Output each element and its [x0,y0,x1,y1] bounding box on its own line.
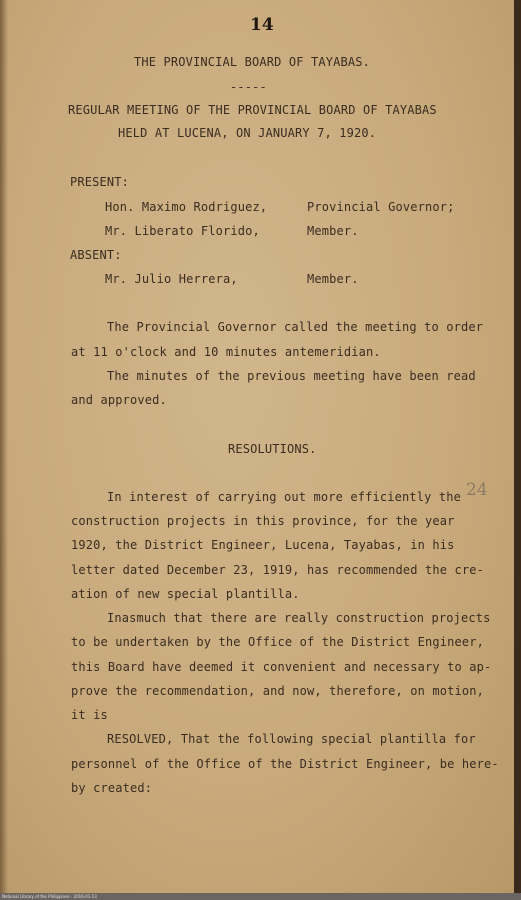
paragraph-line: prove the recommendation, and now, therefore, on motion, [71,684,484,698]
page-binding-shadow [0,0,8,893]
paragraph-line: personnel of the Office of the District Engineer, be here- [71,757,499,771]
present-member-role: Provincial Governor; [307,200,455,214]
paragraph-line: it is [71,708,108,722]
paragraph-line: this Board have deemed it convenient and necessary to ap- [71,660,492,674]
present-member-role: Member. [307,224,359,238]
paragraph-line: RESOLVED, That the following special plantilla for [107,732,476,746]
paragraph-line: letter dated December 23, 1919, has recommended the cre- [71,563,484,577]
scan-border-right [514,0,521,900]
meeting-title-line: REGULAR MEETING OF THE PROVINCIAL BOARD OF TAYABAS [68,103,437,117]
margin-number: 24 [466,480,488,500]
paragraph-line: and approved. [71,393,167,407]
paragraph-line: construction projects in this province, for the year [71,514,455,528]
paragraph-line: 1920, the District Engineer, Lucena, Tayabas, in his [71,538,455,552]
paragraph-line: Inasmuch that there are really construction projects [107,611,491,625]
present-member-name: Mr. Liberato Florido, [105,224,260,238]
scan-footer-text: National Library of the Philippines · 2016-01-13 [2,894,97,899]
paragraph-line: The minutes of the previous meeting have been read [107,369,476,383]
absent-label: ABSENT: [70,248,122,262]
heading-separator: ----- [230,80,267,94]
paragraph-line: The Provincial Governor called the meeting to order [107,320,484,334]
paragraph-line: to be undertaken by the Office of the District Engineer, [71,635,484,649]
paragraph-line: by created: [71,781,153,795]
paragraph-line: ation of new special plantilla. [71,587,300,601]
absent-member-name: Mr. Julio Herrera, [105,272,238,286]
page-number: 14 [250,15,274,35]
paragraph-line: In interest of carrying out more efficiently the [107,490,461,504]
paragraph-line: at 11 o'clock and 10 minutes antemeridian. [71,345,381,359]
absent-member-role: Member. [307,272,359,286]
present-member-name: Hon. Maximo Rodriguez, [105,200,268,214]
document-heading: THE PROVINCIAL BOARD OF TAYABAS. [134,55,370,69]
present-label: PRESENT: [70,175,129,189]
resolutions-heading: RESOLUTIONS. [228,442,317,456]
meeting-title-line: HELD AT LUCENA, ON JANUARY 7, 1920. [118,126,377,140]
